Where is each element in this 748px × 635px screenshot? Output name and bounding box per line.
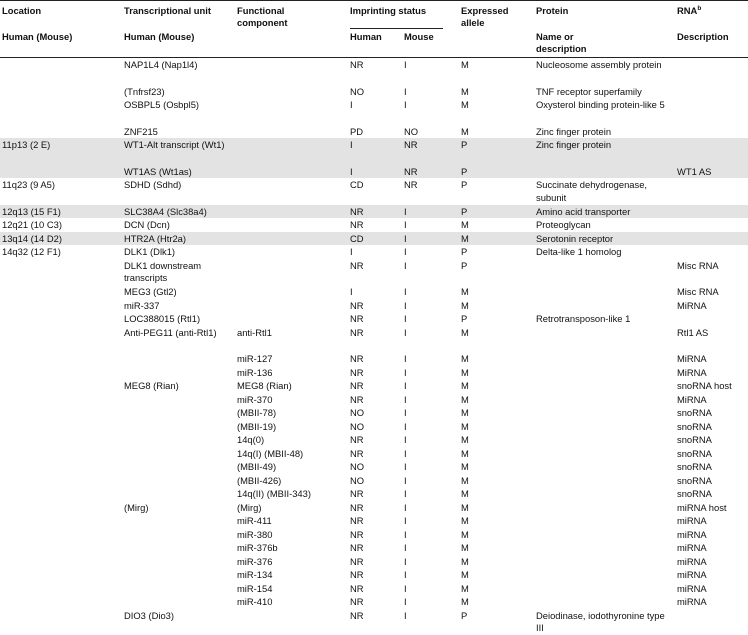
table-row [0, 178, 748, 205]
cell-imprinting-human: NR [350, 380, 400, 393]
table-row [0, 165, 748, 179]
table-row [0, 420, 748, 434]
cell-protein: Succinate dehydrogenase, subunit [536, 179, 666, 204]
cell-imprinting-mouse: I [404, 327, 454, 340]
cell-imprinting-mouse: I [404, 407, 454, 420]
cell-imprinting-human: NR [350, 610, 400, 623]
cell-expressed-allele: M [461, 353, 501, 366]
cell-imprinting-human: I [350, 166, 400, 179]
cell-expressed-allele: M [461, 233, 501, 246]
header-protein-sub-1: Name or [536, 31, 574, 43]
table-row [0, 299, 748, 313]
cell-expressed-allele: P [461, 610, 501, 623]
header-protein-sub-2: description [536, 43, 587, 55]
cell-expressed-allele: M [461, 583, 501, 596]
cell-expressed-allele: M [461, 515, 501, 528]
cell-imprinting-human: NO [350, 407, 400, 420]
cell-rna: miRNA [677, 542, 747, 555]
cell-rna: Misc RNA [677, 260, 747, 273]
cell-expressed-allele: M [461, 286, 501, 299]
cell-imprinting-mouse: I [404, 313, 454, 326]
cell-imprinting-human: I [350, 139, 400, 152]
table-row [0, 232, 748, 246]
cell-functional-component: miR-136 [237, 367, 349, 380]
cell-transcriptional-unit: DLK1 downstream transcripts [124, 260, 236, 285]
cell-imprinting-mouse: I [404, 421, 454, 434]
cell-imprinting-mouse: I [404, 367, 454, 380]
cell-imprinting-human: NR [350, 488, 400, 501]
cell-expressed-allele: P [461, 246, 501, 259]
cell-imprinting-mouse: I [404, 86, 454, 99]
cell-imprinting-mouse: I [404, 610, 454, 623]
cell-imprinting-mouse: I [404, 569, 454, 582]
cell-imprinting-mouse: I [404, 59, 454, 72]
cell-imprinting-human: NR [350, 502, 400, 515]
cell-expressed-allele: M [461, 529, 501, 542]
table-row [0, 541, 748, 555]
cell-expressed-allele: M [461, 407, 501, 420]
cell-protein: TNF receptor superfamily [536, 86, 666, 99]
cell-expressed-allele: M [461, 380, 501, 393]
cell-expressed-allele: M [461, 542, 501, 555]
cell-functional-component: 14q(0) [237, 434, 349, 447]
cell-imprinting-mouse: I [404, 206, 454, 219]
cell-expressed-allele: M [461, 59, 501, 72]
cell-location: 12q21 (10 C3) [2, 219, 112, 232]
table-row [0, 568, 748, 582]
header-rna [677, 5, 701, 17]
cell-transcriptional-unit: (Mirg) [124, 502, 236, 515]
header-rna-footnote: b [697, 5, 701, 12]
cell-location: 11q23 (9 A5) [2, 179, 112, 192]
table-row [0, 474, 748, 488]
cell-imprinting-mouse: I [404, 99, 454, 112]
cell-functional-component: (MBII-19) [237, 421, 349, 434]
cell-expressed-allele: M [461, 596, 501, 609]
cell-expressed-allele: P [461, 260, 501, 273]
cell-imprinting-human: NR [350, 206, 400, 219]
cell-expressed-allele: M [461, 434, 501, 447]
table-row [0, 98, 748, 125]
cell-imprinting-human: NR [350, 260, 400, 273]
cell-imprinting-mouse: NR [404, 179, 454, 192]
table-row [0, 285, 748, 299]
cell-protein: Proteoglycan [536, 219, 666, 232]
table-row [0, 379, 748, 393]
cell-imprinting-human: I [350, 246, 400, 259]
table-row [0, 366, 748, 380]
cell-imprinting-human: NO [350, 86, 400, 99]
header-protein: Protein [536, 5, 568, 17]
cell-imprinting-human: NR [350, 448, 400, 461]
cell-functional-component: MEG8 (Rian) [237, 380, 349, 393]
cell-imprinting-mouse: I [404, 260, 454, 273]
table-row [0, 85, 748, 99]
cell-rna: WT1 AS [677, 166, 747, 179]
cell-expressed-allele: P [461, 139, 501, 152]
cell-expressed-allele: P [461, 166, 501, 179]
header-imprinting-mouse: Mouse [404, 31, 434, 43]
table-row [0, 555, 748, 569]
cell-rna: MiRNA [677, 300, 747, 313]
header-imprinting-human: Human [350, 31, 382, 43]
table-row [0, 487, 748, 501]
cell-functional-component: miR-376 [237, 556, 349, 569]
cell-functional-component: miR-411 [237, 515, 349, 528]
header-rna-sub: Description [677, 31, 729, 43]
header-location-sub: Human (Mouse) [2, 31, 72, 43]
cell-imprinting-mouse: I [404, 542, 454, 555]
cell-expressed-allele: M [461, 126, 501, 139]
cell-imprinting-human: NO [350, 461, 400, 474]
cell-imprinting-human: NR [350, 300, 400, 313]
cell-protein: Zinc finger protein [536, 126, 666, 139]
cell-imprinting-mouse: I [404, 502, 454, 515]
header-imprinting-status: Imprinting status [350, 5, 426, 17]
cell-imprinting-human: NR [350, 596, 400, 609]
cell-transcriptional-unit: HTR2A (Htr2a) [124, 233, 236, 246]
table-row [0, 393, 748, 407]
cell-expressed-allele: P [461, 179, 501, 192]
cell-rna: miRNA [677, 529, 747, 542]
cell-functional-component: miR-410 [237, 596, 349, 609]
cell-expressed-allele: M [461, 556, 501, 569]
cell-rna: snoRNA [677, 421, 747, 434]
cell-transcriptional-unit: DLK1 (Dlk1) [124, 246, 236, 259]
cell-imprinting-mouse: I [404, 461, 454, 474]
cell-imprinting-mouse: I [404, 556, 454, 569]
cell-imprinting-mouse: I [404, 529, 454, 542]
cell-protein: Nucleosome assembly protein [536, 59, 666, 72]
cell-imprinting-mouse: NO [404, 126, 454, 139]
table-row [0, 259, 748, 286]
cell-rna: miRNA [677, 569, 747, 582]
cell-imprinting-human: NO [350, 421, 400, 434]
cell-imprinting-human: I [350, 286, 400, 299]
cell-imprinting-human: I [350, 99, 400, 112]
header-location: Location [2, 5, 41, 17]
cell-expressed-allele: M [461, 327, 501, 340]
table-row [0, 125, 748, 139]
header-functional-component-2: component [237, 17, 288, 29]
cell-protein: Retrotransposon-like 1 [536, 313, 666, 326]
cell-imprinting-human: NR [350, 556, 400, 569]
cell-functional-component: (MBII-49) [237, 461, 349, 474]
table-row [0, 501, 748, 515]
cell-imprinting-human: NR [350, 583, 400, 596]
cell-imprinting-mouse: I [404, 475, 454, 488]
imprinting-underline [350, 28, 443, 29]
cell-imprinting-mouse: I [404, 596, 454, 609]
cell-transcriptional-unit: (Tnfrsf23) [124, 86, 236, 99]
cell-expressed-allele: M [461, 488, 501, 501]
table-row [0, 218, 748, 232]
cell-imprinting-mouse: I [404, 219, 454, 232]
cell-rna: snoRNA host [677, 380, 747, 393]
cell-location: 14q32 (12 F1) [2, 246, 112, 259]
cell-transcriptional-unit: OSBPL5 (Osbpl5) [124, 99, 236, 112]
cell-expressed-allele: M [461, 99, 501, 112]
cell-transcriptional-unit: ZNF215 [124, 126, 236, 139]
cell-imprinting-mouse: NR [404, 166, 454, 179]
cell-protein: Oxysterol binding protein-like 5 [536, 99, 666, 112]
cell-rna: snoRNA [677, 448, 747, 461]
table-row [0, 447, 748, 461]
cell-rna: MiRNA [677, 353, 747, 366]
cell-imprinting-human: NR [350, 313, 400, 326]
cell-imprinting-human: NR [350, 394, 400, 407]
cell-functional-component: (Mirg) [237, 502, 349, 515]
cell-imprinting-human: NR [350, 529, 400, 542]
cell-location: 12q13 (15 F1) [2, 206, 112, 219]
cell-rna: snoRNA [677, 434, 747, 447]
table-row [0, 312, 748, 326]
table-row [0, 582, 748, 596]
cell-transcriptional-unit: Anti-PEG11 (anti-Rtl1) [124, 327, 236, 340]
table-row [0, 595, 748, 609]
cell-functional-component: miR-380 [237, 529, 349, 542]
cell-rna: miRNA [677, 556, 747, 569]
cell-imprinting-human: NR [350, 327, 400, 340]
table-row [0, 609, 748, 635]
cell-transcriptional-unit: MEG8 (Rian) [124, 380, 236, 393]
table-header [0, 0, 748, 62]
cell-expressed-allele: M [461, 394, 501, 407]
cell-transcriptional-unit: NAP1L4 (Nap1l4) [124, 59, 236, 72]
cell-expressed-allele: M [461, 569, 501, 582]
table-row [0, 528, 748, 542]
table-row [0, 138, 748, 165]
cell-protein: Amino acid transporter [536, 206, 666, 219]
header-functional-component-1: Functional [237, 5, 284, 17]
cell-functional-component: (MBII-78) [237, 407, 349, 420]
header-expressed-allele-2: allele [461, 17, 484, 29]
table-row [0, 326, 748, 353]
cell-transcriptional-unit: DCN (Dcn) [124, 219, 236, 232]
cell-imprinting-mouse: I [404, 380, 454, 393]
cell-imprinting-mouse: I [404, 246, 454, 259]
cell-rna: miRNA host [677, 502, 747, 515]
cell-expressed-allele: M [461, 448, 501, 461]
cell-location: 11p13 (2 E) [2, 139, 112, 152]
cell-expressed-allele: M [461, 475, 501, 488]
cell-functional-component: 14q(I) (MBII-48) [237, 448, 349, 461]
cell-transcriptional-unit: DIO3 (Dio3) [124, 610, 236, 623]
top-rule [0, 0, 748, 1]
cell-expressed-allele: M [461, 421, 501, 434]
cell-rna: MiRNA [677, 367, 747, 380]
cell-imprinting-human: NR [350, 219, 400, 232]
cell-imprinting-mouse: I [404, 286, 454, 299]
cell-functional-component: 14q(II) (MBII-343) [237, 488, 349, 501]
cell-imprinting-mouse: I [404, 394, 454, 407]
cell-functional-component: anti-Rtl1 [237, 327, 349, 340]
cell-imprinting-human: CD [350, 179, 400, 192]
cell-imprinting-human: NR [350, 434, 400, 447]
header-expressed-allele-1: Expressed [461, 5, 508, 17]
header-transcriptional-unit-sub: Human (Mouse) [124, 31, 194, 43]
cell-imprinting-mouse: I [404, 233, 454, 246]
cell-imprinting-human: NR [350, 59, 400, 72]
table-row [0, 58, 748, 85]
cell-imprinting-human: NO [350, 475, 400, 488]
cell-transcriptional-unit: miR-337 [124, 300, 236, 313]
table-row [0, 433, 748, 447]
cell-expressed-allele: P [461, 313, 501, 326]
cell-protein: Serotonin receptor [536, 233, 666, 246]
cell-expressed-allele: M [461, 502, 501, 515]
cell-imprinting-human: PD [350, 126, 400, 139]
cell-expressed-allele: M [461, 300, 501, 313]
cell-imprinting-human: CD [350, 233, 400, 246]
cell-imprinting-mouse: I [404, 488, 454, 501]
cell-expressed-allele: P [461, 206, 501, 219]
cell-transcriptional-unit: WT1AS (Wt1as) [124, 166, 236, 179]
table-row [0, 205, 748, 219]
header-rna-label: RNA [677, 5, 697, 16]
cell-transcriptional-unit: SDHD (Sdhd) [124, 179, 236, 192]
cell-imprinting-human: NR [350, 367, 400, 380]
cell-imprinting-human: NR [350, 569, 400, 582]
cell-rna: Misc RNA [677, 286, 747, 299]
cell-protein: Zinc finger protein [536, 139, 666, 152]
cell-functional-component: miR-370 [237, 394, 349, 407]
cell-imprinting-human: NR [350, 515, 400, 528]
cell-rna: miRNA [677, 596, 747, 609]
cell-transcriptional-unit: WT1-Alt transcript (Wt1) [124, 139, 236, 152]
cell-transcriptional-unit: LOC388015 (Rtl1) [124, 313, 236, 326]
header-transcriptional-unit: Transcriptional unit [124, 5, 211, 17]
table-row [0, 245, 748, 259]
table-row [0, 514, 748, 528]
cell-expressed-allele: M [461, 367, 501, 380]
table-row [0, 460, 748, 474]
cell-rna: snoRNA [677, 461, 747, 474]
cell-transcriptional-unit: SLC38A4 (Slc38a4) [124, 206, 236, 219]
cell-rna: snoRNA [677, 488, 747, 501]
cell-rna: snoRNA [677, 475, 747, 488]
cell-imprinting-mouse: I [404, 434, 454, 447]
cell-expressed-allele: M [461, 86, 501, 99]
cell-transcriptional-unit: MEG3 (Gtl2) [124, 286, 236, 299]
cell-protein: Deiodinase, iodothyronine type III [536, 610, 666, 635]
cell-rna: MiRNA [677, 394, 747, 407]
cell-rna: miRNA [677, 515, 747, 528]
cell-expressed-allele: M [461, 219, 501, 232]
cell-functional-component: (MBII-426) [237, 475, 349, 488]
cell-imprinting-mouse: I [404, 583, 454, 596]
cell-rna: snoRNA [677, 407, 747, 420]
cell-rna: miRNA [677, 583, 747, 596]
cell-location: 13q14 (14 D2) [2, 233, 112, 246]
cell-imprinting-mouse: I [404, 300, 454, 313]
cell-expressed-allele: M [461, 461, 501, 474]
cell-imprinting-mouse: I [404, 448, 454, 461]
cell-imprinting-mouse: I [404, 353, 454, 366]
table-row [0, 406, 748, 420]
cell-imprinting-mouse: I [404, 515, 454, 528]
cell-functional-component: miR-127 [237, 353, 349, 366]
cell-imprinting-human: NR [350, 353, 400, 366]
table-row [0, 352, 748, 366]
cell-rna: Rtl1 AS [677, 327, 747, 340]
cell-functional-component: miR-134 [237, 569, 349, 582]
cell-imprinting-human: NR [350, 542, 400, 555]
cell-imprinting-mouse: NR [404, 139, 454, 152]
cell-functional-component: miR-376b [237, 542, 349, 555]
cell-protein: Delta-like 1 homolog [536, 246, 666, 259]
cell-functional-component: miR-154 [237, 583, 349, 596]
